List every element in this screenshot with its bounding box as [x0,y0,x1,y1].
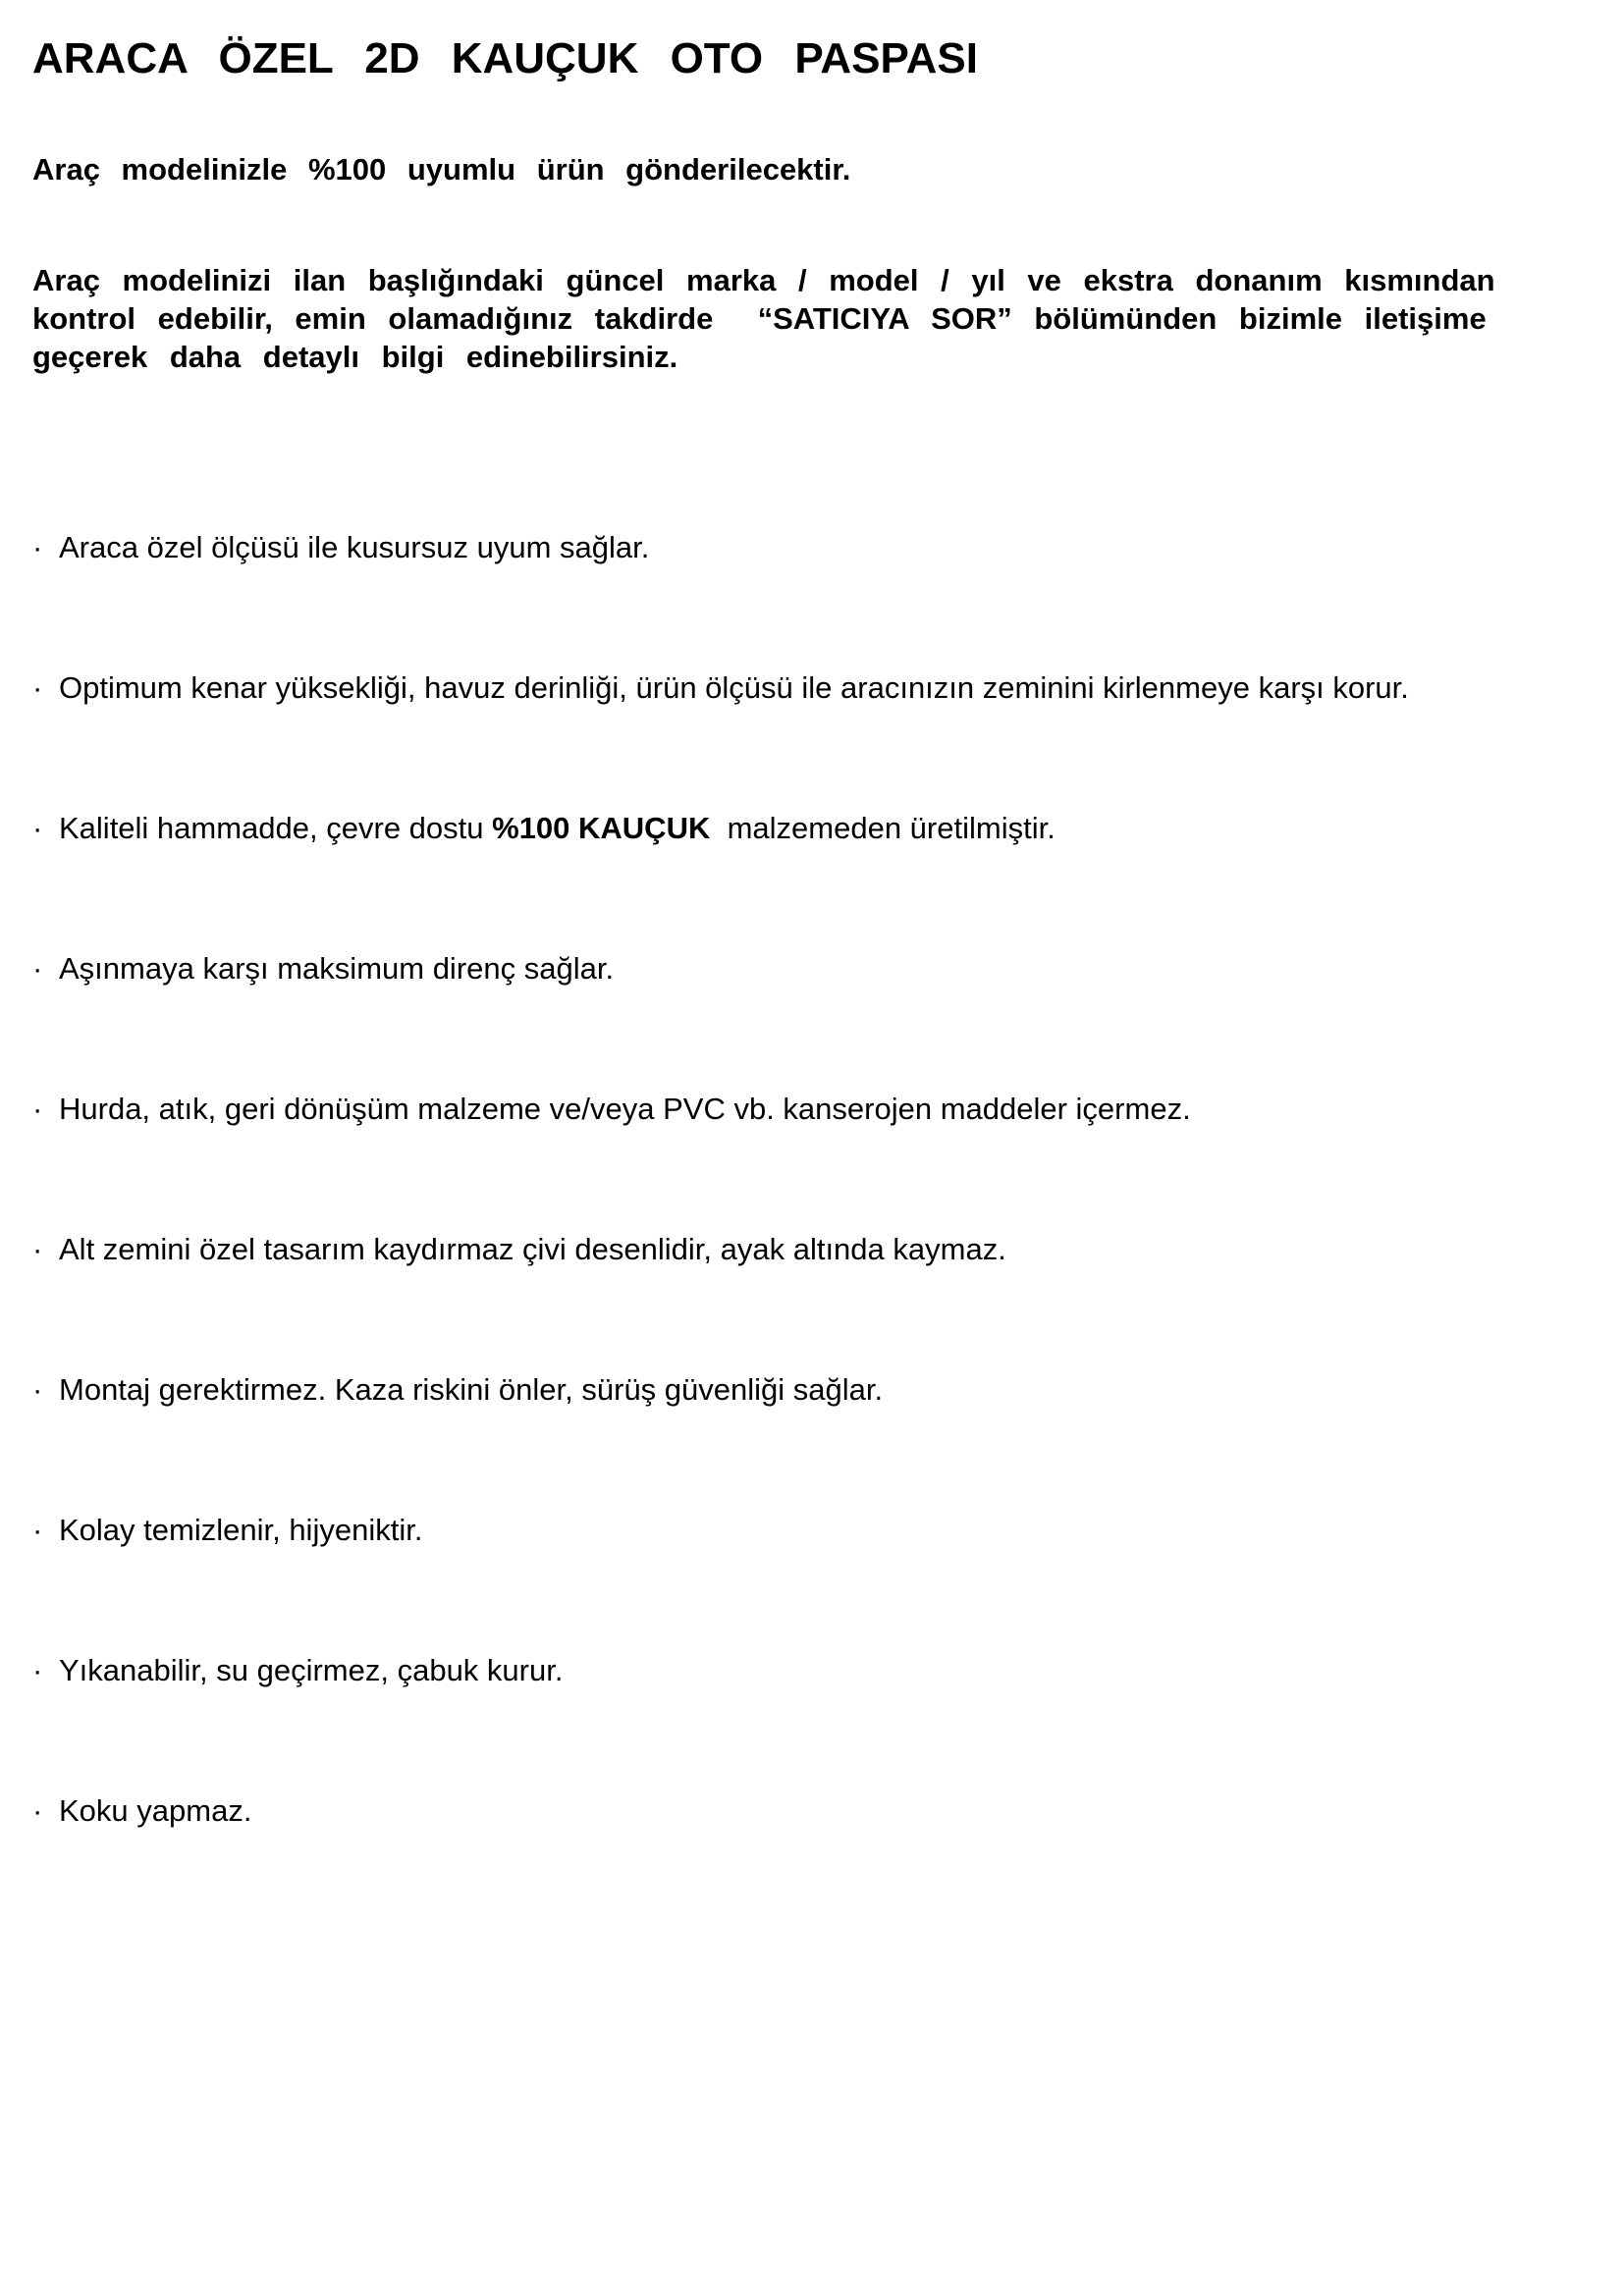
bullet-icon: · [32,951,43,986]
list-item [32,1230,1508,1268]
list-item-text-segment: Alt zemini özel tasarım kaydırmaz çivi desenlidir, ayak altında kaymaz. [59,1232,1006,1266]
intro-line: Araç modelinizle %100 uyumlu ürün gönderilecektir. [32,152,851,187]
bullet-icon: · [32,1232,43,1266]
list-item-text-segment: Optimum kenar yüksekliği, havuz derinliği, ürün ölçüsü ile aracınızın zeminini kirlenmeye karşı korur. [59,670,1409,705]
list-item-text-bold-segment: %100 KAUÇUK [492,811,711,845]
list-item-text-segment: Hurda, atık, geri dönüşüm malzeme ve/veya PVC vb. kanserojen maddeler içermez. [59,1092,1191,1126]
list-item [32,809,1508,847]
list-item [32,1090,1508,1128]
list-item-text-segment: Koku yapmaz. [59,1793,252,1828]
list-item-text-segment: Montaj gerektirmez. Kaza riskini önler, sürüş güvenliği sağlar. [59,1372,884,1407]
list-item-text [59,1511,422,1549]
bullet-icon: · [32,670,43,705]
list-item-text-segment: malzemeden üretilmiştir. [710,811,1056,845]
list-item [32,528,1508,566]
list-item-text [59,1791,251,1830]
bullet-icon: · [32,811,43,845]
bullet-icon: · [32,1513,43,1547]
info-paragraph-line-2: kontrol edebilir, emin olamadığınız takdirde “SATICIYA SOR” bölümünden bizimle iletişime [32,301,1487,336]
bullet-icon: · [32,1372,43,1407]
list-item-text [59,809,1056,847]
list-item-text-segment: Yıkanabilir, su geçirmez, çabuk kurur. [59,1653,564,1687]
list-item-text [59,1230,1006,1268]
list-item-text [59,949,614,988]
list-item-text-segment: Araca özel ölçüsü ile kusursuz uyum sağlar. [59,530,650,564]
list-item [32,668,1508,707]
list-item-text-segment: Aşınmaya karşı maksimum direnç sağlar. [59,951,615,986]
list-item [32,1511,1508,1549]
list-item [32,949,1508,988]
list-item-text [59,1090,1191,1128]
list-item [32,1791,1508,1830]
info-paragraph-line-1: Araç modelinizi ilan başlığındaki güncel marka / model / yıl ve ekstra donanım kısmından [32,263,1495,297]
bullet-icon: · [32,1793,43,1828]
bullet-icon: · [32,530,43,564]
list-item-text [59,1370,883,1409]
list-item-text-segment: Kolay temizlenir, hijyeniktir. [59,1513,423,1547]
list-item-text [59,528,649,566]
page-title: ARACA ÖZEL 2D KAUÇUK OTO PASPASI [32,34,978,82]
bullet-icon: · [32,1653,43,1687]
info-paragraph-line-3: geçerek daha detaylı bilgi edinebilirsiniz. [32,340,678,374]
list-item-text [59,668,1409,707]
list-item-text [59,1651,563,1689]
list-item [32,1370,1508,1409]
list-item [32,1651,1508,1689]
feature-list [32,528,1508,1830]
bullet-icon: · [32,1092,43,1126]
list-item-text-segment: Kaliteli hammadde, çevre dostu [59,811,493,845]
info-paragraph [32,261,1508,376]
